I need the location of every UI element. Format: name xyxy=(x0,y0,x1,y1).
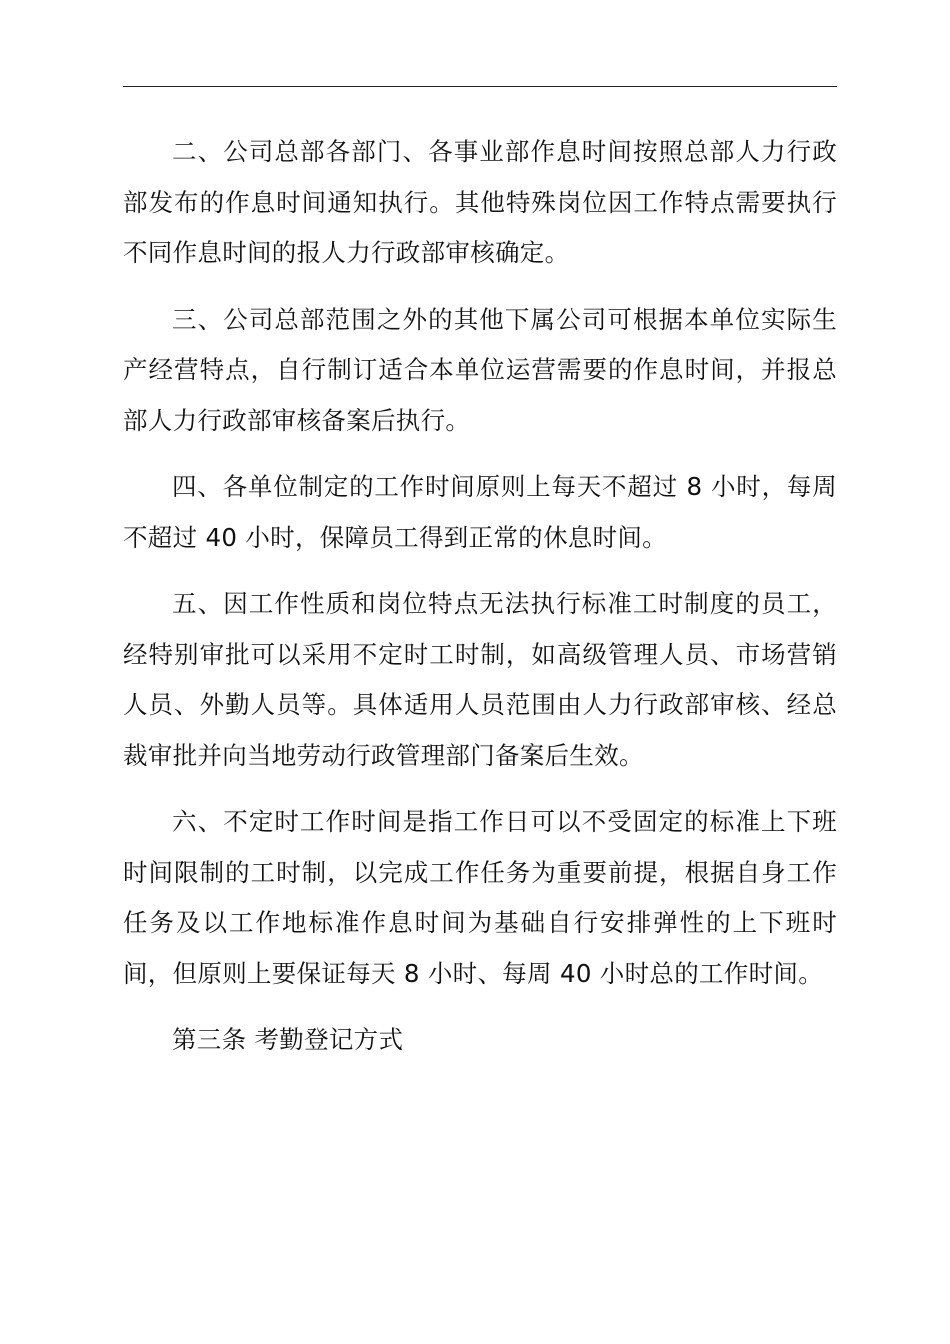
paragraph-3: 三、公司总部范围之外的其他下属公司可根据本单位实际生产经营特点，自行制订适合本单位运营需要的作息时间，并报总部人力行政部审核备案后执行。 xyxy=(123,304,837,435)
section-heading: 第三条 考勤登记方式 xyxy=(172,1025,404,1054)
paragraph-5: 五、因工作性质和岗位特点无法执行标准工时制度的员工，经特别审批可以采用不定时工时制，如高级管理人员、市场营销人员、外勤人员等。具体适用人员范围由人力行政部审核、经总裁审批并向当地劳动行政管理部门备案后生效。 xyxy=(123,589,837,770)
paragraph-6: 六、不定时工作时间是指工作日可以不受固定的标准上下班时间限制的工时制，以完成工作任务为重要前提，根据自身工作任务及以工作地标准作息时间为基础自行安排弹性的上下班时间，但原则上要保证每天 8 小时、每周 40 小时总的工作时间。 xyxy=(123,807,837,988)
paragraph-4: 四、各单位制定的工作时间原则上每天不超过 8 小时，每周不超过 40 小时，保障员工得到正常的休息时间。 xyxy=(123,472,837,552)
header-rule xyxy=(123,86,837,87)
paragraph-2: 二、公司总部各部门、各事业部作息时间按照总部人力行政部发布的作息时间通知执行。其他特殊岗位因工作特点需要执行不同作息时间的报人力行政部审核确定。 xyxy=(123,137,837,267)
document-body xyxy=(123,127,837,1066)
